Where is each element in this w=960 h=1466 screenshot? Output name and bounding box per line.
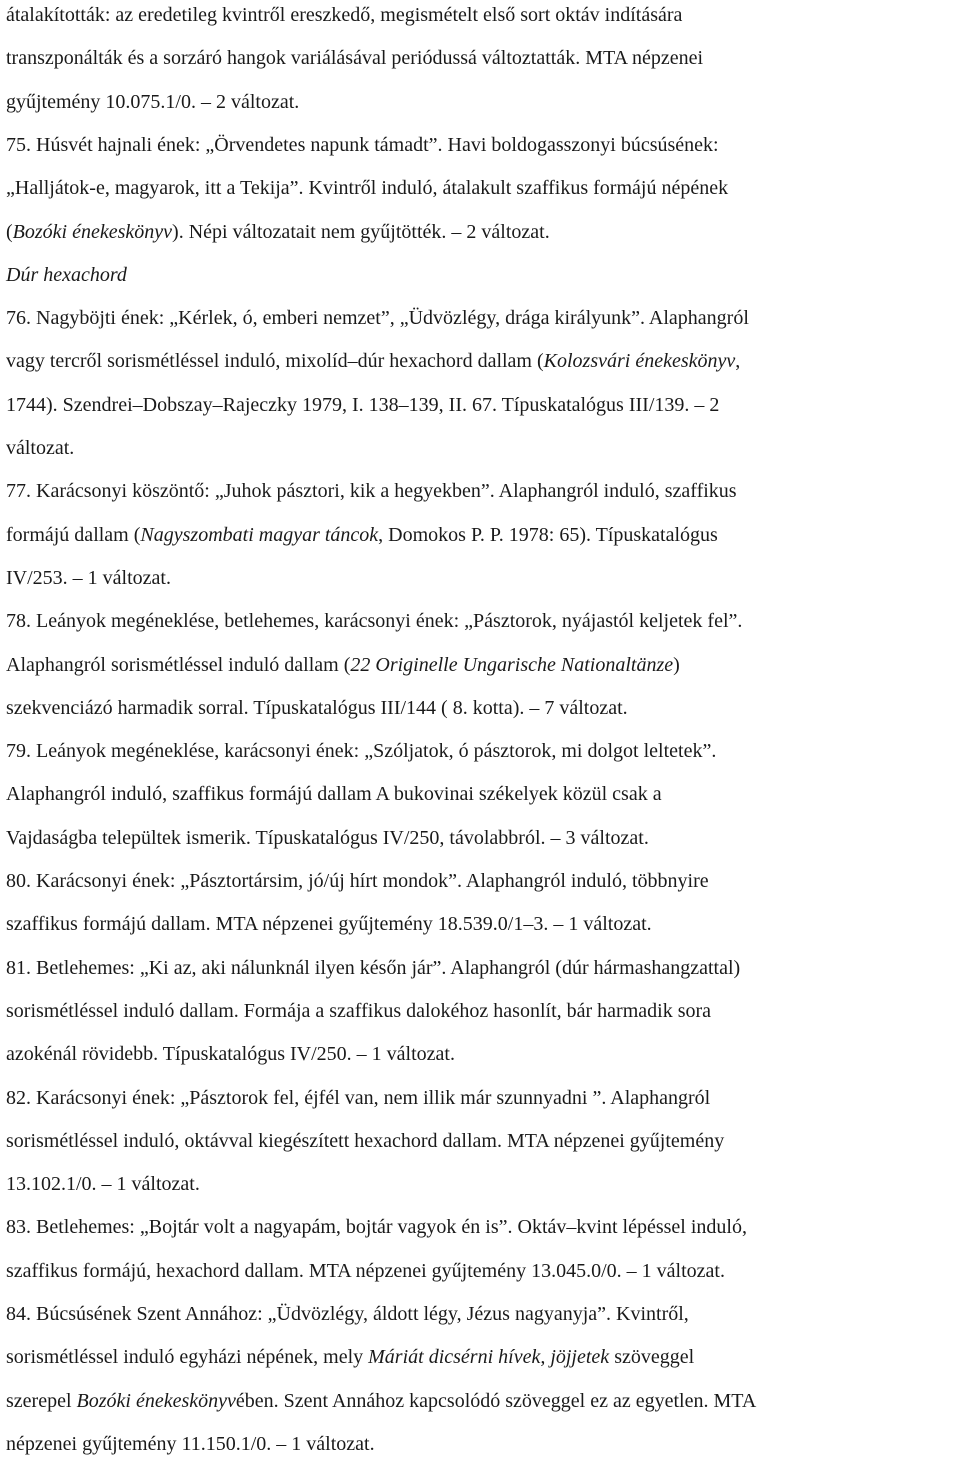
text-segment: „Halljátok-e, magyarok, itt a Tekija”. Kvintről induló, átalakult szaffikus formájú népének [6,177,729,200]
text-line [6,1259,725,1283]
text-line [6,1215,747,1239]
text-segment: átalakították: az eredetileg kvintről ereszkedő, megismételt első sort oktáv indítására [6,4,683,26]
text-line [6,1389,756,1413]
text-line [6,3,682,27]
italic-text: 22 Originelle Ungarische Nationaltänze [350,653,674,676]
text-segment: vagy tercről sorismétléssel induló, mixolíd–dúr hexachord dallam ( [6,350,544,373]
text-line [6,90,299,114]
text-line [6,523,718,547]
italic-text: Nagyszombati magyar táncok [140,523,379,546]
text-segment: Alaphangról induló, szaffikus formájú dallam A bukovinai székelyek közül csak a [6,783,662,806]
text-line [6,566,171,590]
text-segment: , Domokos P. P. 1978: 65). Típuskatalógus [378,523,718,546]
text-line [6,782,662,806]
italic-text: Dúr hexachord [6,263,127,286]
text-line [6,1432,375,1456]
text-line [6,263,127,287]
italic-text: Máriát dicsérni hívek, jöjjetek [368,1346,610,1369]
text-line [6,46,703,70]
text-segment: , [735,350,741,373]
text-segment: 81. Betlehemes: „Ki az, aki nálunknál ilyen későn jár”. Alaphangról (dúr hármashangzattal) [6,956,741,979]
text-segment: 1744). Szendrei–Dobszay–Rajeczky 1979, I. 138–139, II. 67. Típuskatalógus III/139. – 2 [6,393,720,416]
text-segment: ) [673,653,680,676]
text-line [6,349,740,373]
text-line [6,739,716,763]
text-segment: ében. Szent Annához kapcsolódó szöveggel ez az egyetlen. MTA [235,1389,757,1412]
text-line [6,912,652,936]
text-segment: szöveggel [609,1346,695,1369]
text-segment: 75. Húsvét hajnali ének: „Örvendetes napunk támadt”. Havi boldogasszonyi búcsúsének: [6,133,719,156]
text-line [6,609,742,633]
text-line [6,696,628,720]
text-segment: gyűjtemény 10.075.1/0. – 2 változat. [6,90,300,113]
text-segment: Alaphangról sorismétléssel induló dallam ( [6,653,351,676]
italic-text: Bozóki énekeskönyv [76,1389,236,1412]
text-line [6,1129,724,1153]
text-segment: ). Népi változatait nem gyűjtötték. – 2 változat. [172,220,550,243]
text-line [6,479,737,503]
text-line [6,1302,689,1326]
text-line [6,1042,455,1066]
text-segment: szerepel [6,1389,77,1412]
text-segment: 77. Karácsonyi köszöntő: „Juhok pásztori, kik a hegyekben”. Alaphangról induló, szaffikus [6,480,737,503]
text-segment: azokénál rövidebb. Típuskatalógus IV/250. – 1 változat. [6,1043,455,1066]
text-segment: ( [6,220,13,243]
text-segment: változat. [6,437,75,459]
text-segment: szekvenciázó harmadik sorral. Típuskatalógus III/144 ( 8. kotta). – 7 változat. [6,696,628,719]
text-line [6,999,711,1023]
text-segment: szaffikus formájú, hexachord dallam. MTA népzenei gyűjtemény 13.045.0/0. – 1 változat. [6,1259,725,1282]
text-segment: 13.102.1/0. – 1 változat. [6,1173,200,1196]
text-line [6,176,728,200]
text-segment: sorismétléssel induló, oktávval kiegészített hexachord dallam. MTA népzenei gyűjtemény [6,1129,725,1152]
text-segment: 76. Nagyböjti ének: „Kérlek, ó, emberi nemzet”, „Üdvözlégy, drága királyunk”. Alaphangról [6,307,749,330]
text-line [6,306,749,330]
text-line [6,956,740,980]
text-line [6,220,550,244]
text-line [6,869,709,893]
text-segment: 78. Leányok megéneklése, betlehemes, karácsonyi ének: „Pásztorok, nyájastól keljetek fel”. [6,610,743,633]
text-line [6,1172,200,1196]
text-segment: népzenei gyűjtemény 11.150.1/0. – 1 változat. [6,1432,375,1455]
text-segment: 82. Karácsonyi ének: „Pásztorok fel, éjfél van, nem illik már szunnyadni ”. Alaphangról [6,1086,711,1109]
text-segment: 79. Leányok megéneklése, karácsonyi ének: „Szóljatok, ó pásztorok, mi dolgot leltetek”. [6,740,717,763]
text-segment: IV/253. – 1 változat. [6,566,171,589]
text-line [6,653,680,677]
text-segment: Vajdaságba települtek ismerik. Típuskatalógus IV/250, távolabbról. – 3 változat. [6,826,649,849]
italic-text: Kolozsvári énekeskönyv [543,350,736,373]
text-segment: 83. Betlehemes: „Bojtár volt a nagyapám, bojtár vagyok én is”. Oktáv–kvint lépéssel induló, [6,1216,747,1239]
text-segment: transzponálták és a sorzáró hangok variálásával periódussá változtatták. MTA népzenei [6,47,704,70]
text-segment: sorismétléssel induló dallam. Formája a szaffikus dalokéhoz hasonlít, bár harmadik sora [6,999,712,1022]
text-segment: 80. Karácsonyi ének: „Pásztortársim, jó/új hírt mondok”. Alaphangról induló, többnyire [6,870,709,892]
italic-text: Bozóki énekeskönyv [12,220,173,243]
text-segment: sorismétléssel induló egyházi népének, mely [6,1346,369,1369]
text-line [6,436,74,460]
text-segment: szaffikus formájú dallam. MTA népzenei gyűjtemény 18.539.0/1–3. – 1 változat. [6,913,652,936]
text-line [6,1086,710,1110]
text-segment: formájú dallam ( [6,523,141,546]
text-line [6,826,649,850]
text-line [6,133,719,157]
text-line [6,1345,694,1369]
text-segment: 84. Búcsúsének Szent Annához: „Üdvözlégy, áldott légy, Jézus nagyanyja”. Kvintről, [6,1303,689,1325]
text-line [6,393,719,417]
